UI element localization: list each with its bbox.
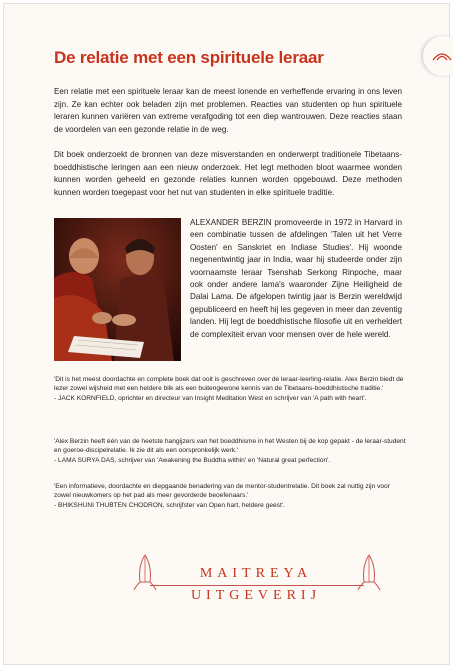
review-quote (54, 375, 406, 403)
publisher-name: MAITREYA (199, 566, 313, 581)
review-quote (54, 437, 406, 465)
logo-divider (150, 585, 364, 586)
review-quote (54, 482, 406, 510)
quote-attribution: - BHIKSHUNI THUBTEN CHODRON, schrijfster van Open hart, heldere geest'. (54, 501, 285, 509)
back-cover (3, 3, 450, 665)
quote-text: 'Alex Berzin heeft één van de heetste hangijzers van het boeddhisme in het Westen bij de kop gepakt - de leraar-student en goeroe-discipelrelatie. Ik zie dit als een oorspronkelijk werk.' (54, 438, 406, 455)
quote-text: 'Dit is het meest doordachte en complete boek dat ooit is geschreven over de leraar-leerling-relatie. Alex Berzin biedt de lezer zowel wijsheid met een heldere blik als een buitengewone kennis van de Tibetaans-boeddhistische traditie.' (54, 376, 404, 393)
book-title: De relatie met een spirituele leraar (54, 48, 324, 67)
quote-text: 'Een informatieve, doordachte en diepgaande benadering van de mentor-studentrelatie. Dit boek zal nuttig zijn voor zowel nieuwkomers op het pad als meer gevorderde beoefenaars.' (54, 483, 390, 500)
page-edge-tab (423, 36, 453, 76)
author-bio: ALEXANDER BERZIN promoveerde in 1972 in Harvard in een combinatie tussen de afdelingen 'Talen uit het Verre Oosten' en Sanskriet en Indiase Studies'. Hij woonde negenentwintig jaar in India, waar hij studeerde onder zijn voornaamste leraar Tsenshab Serkong Rinpoche, maar ook onder andere lama's waaronder Zijne Heiligheid de Dalai Lama. De afgelopen twintig jaar is Berzin wereldwijd gepubliceerd en heeft hij les gegeven in meer dan zeventig landen. Hij legt de boeddhistische filosofie uit en verheldert de complexiteit ervan voor mensen over de hele wereld. (190, 218, 402, 339)
praying-hands-icon (356, 552, 382, 592)
author-photo (54, 218, 181, 361)
intro-paragraph: Dit boek onderzoekt de bronnen van deze misverstanden en onderwerpt traditionele Tibetaans-boeddhistische leringen aan een nieuw onderzoek. Het legt methoden bloot waarmee wonden kunnen worden geheeld en gezonde relaties kunnen worden opgebouwd. Deze methoden kunnen worden toegepast voor het nut van studenten in elke spirituele traditie. (54, 150, 402, 197)
lotus-icon (431, 46, 453, 66)
quote-attribution: - LAMA SURYA DAS, schrijver van 'Awakening the Buddha within' en 'Natural great perfection'. (54, 456, 331, 464)
quote-attribution: - JACK KORNFIELD, oprichter en directeur van Insight Meditation West en schrijver van 'A path with heart'. (54, 394, 367, 402)
publisher-subtitle: UITGEVERIJ (190, 588, 322, 603)
intro-paragraph: Een relatie met een spirituele leraar kan de meest lonende en verheffende ervaring in ons leven zijn. Ze kan echter ook beladen zijn met problemen. Reacties van studenten op hun spirituele leraren kunnen variëren van extreme verafgoding tot een diep wantrouwen. Deze reacties staan de voordelen van een gezonde relatie in de weg. (54, 87, 402, 134)
